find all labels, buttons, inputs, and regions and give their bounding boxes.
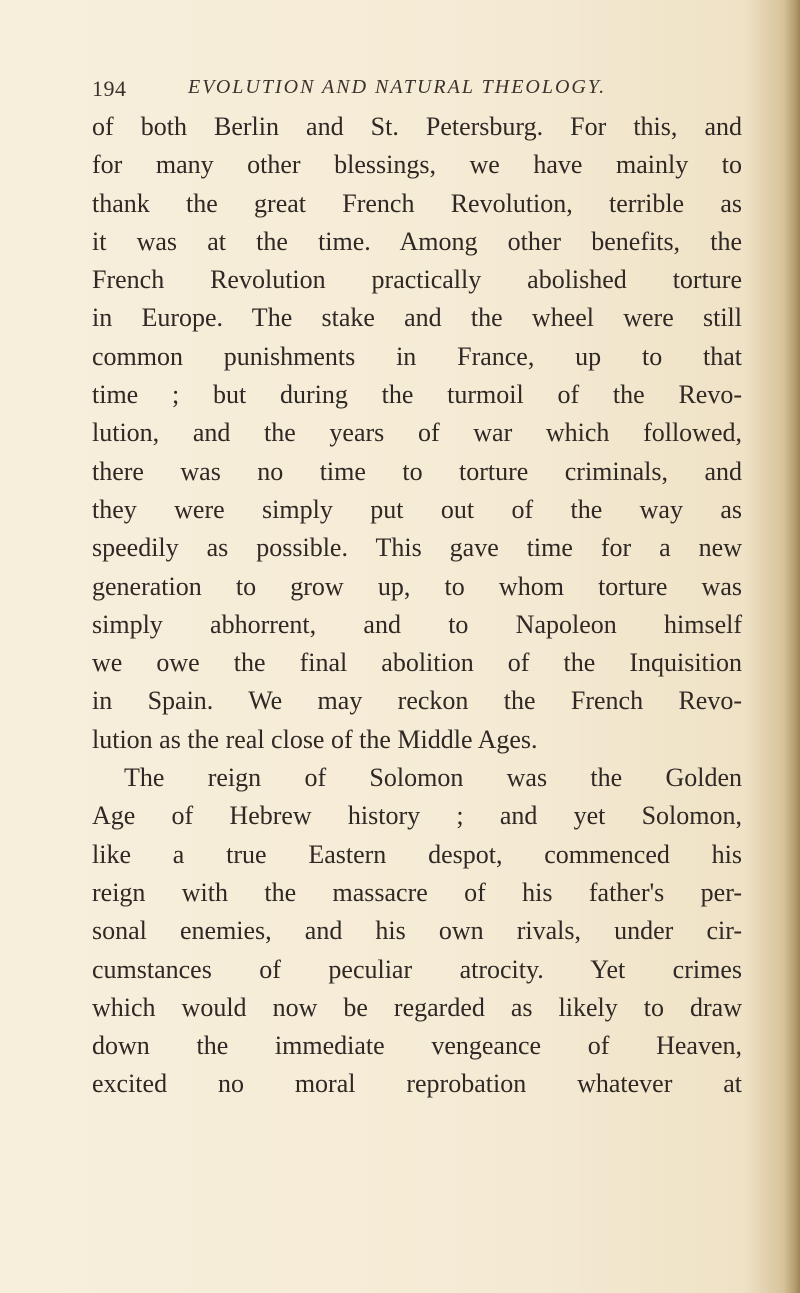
text-line: it was at the time. Among other benefits, the <box>92 226 742 256</box>
text-line: of both Berlin and St. Petersburg. For this, and <box>92 112 742 141</box>
text-line: there was no time to torture criminals, and <box>92 456 742 486</box>
text-line: time ; but during the turmoil of the Revo- <box>92 380 742 410</box>
text-line: we owe the final abolition of the Inquisition <box>92 648 742 678</box>
body-text <box>92 108 742 1104</box>
text-line: reign with the massacre of his father's per- <box>92 877 742 907</box>
text-line: in Europe. The stake and the wheel were still <box>92 303 742 333</box>
text-line: which would now be regarded as likely to draw <box>92 992 742 1022</box>
page-number: 194 <box>92 76 127 101</box>
text-line: Age of Hebrew history ; and yet Solomon, <box>92 801 742 831</box>
text-line: lution, and the years of war which followed, <box>92 418 742 448</box>
text-line: lution as the real close of the Middle Ages. <box>92 724 538 754</box>
text-line: thank the great French Revolution, terrible as <box>92 188 742 218</box>
text-line: common punishments in France, up to that <box>92 341 742 371</box>
text-line: The reign of Solomon was the Golden <box>124 763 742 793</box>
text-line: excited no moral reprobation whatever at <box>92 1069 742 1099</box>
text-line: down the immediate vengeance of Heaven, <box>92 1031 742 1061</box>
text-line: French Revolution practically abolished torture <box>92 265 742 295</box>
text-line: in Spain. We may reckon the French Revo- <box>92 686 742 716</box>
running-head-title: EVOLUTION AND NATURAL THEOLOGY. <box>188 76 607 98</box>
text-line: for many other blessings, we have mainly to <box>92 150 742 180</box>
text-line: speedily as possible. This gave time for a new <box>92 533 742 563</box>
text-line: like a true Eastern despot, commenced his <box>92 839 742 869</box>
text-line: sonal enemies, and his own rivals, under cir- <box>92 916 742 946</box>
running-head <box>92 76 732 106</box>
text-line: simply abhorrent, and to Napoleon himself <box>92 609 742 639</box>
page-edge-shadow <box>784 0 800 1293</box>
text-line: generation to grow up, to whom torture was <box>92 571 742 601</box>
text-line: cumstances of peculiar atrocity. Yet crimes <box>92 954 742 984</box>
text-line: they were simply put out of the way as <box>92 494 742 524</box>
